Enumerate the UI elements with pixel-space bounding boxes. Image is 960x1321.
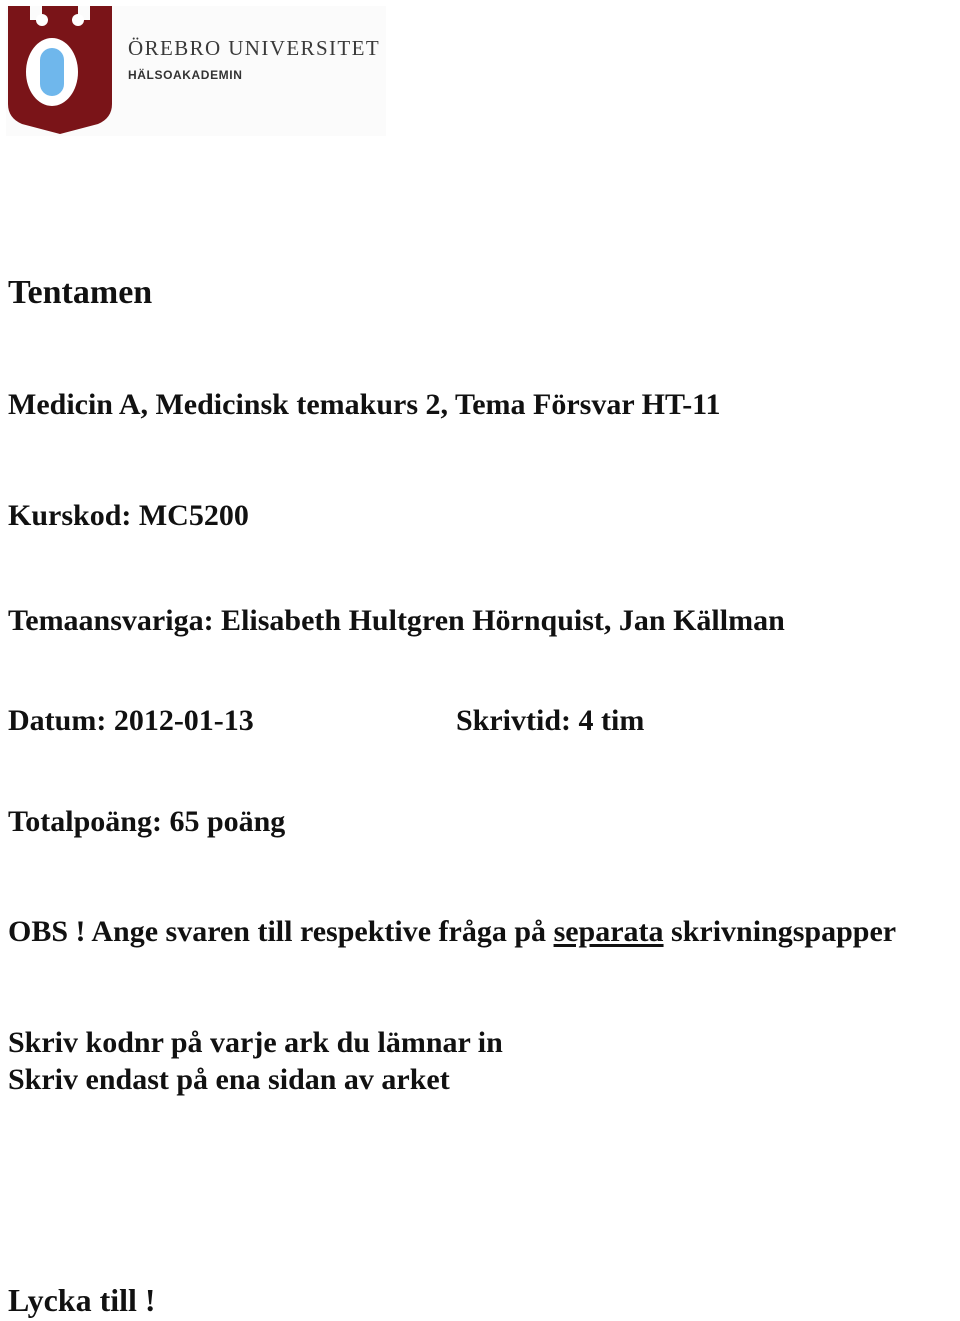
course-responsible: Temaansvariga: Elisabeth Hultgren Hörnquist, Jan Källman xyxy=(8,604,785,637)
exam-title: Tentamen xyxy=(8,274,153,311)
university-logo xyxy=(6,6,386,136)
obs-text-after: skrivningspapper xyxy=(663,915,897,948)
obs-underlined-word: separata xyxy=(553,915,664,948)
obs-instruction xyxy=(8,917,896,947)
shield-emblem-icon xyxy=(8,6,112,134)
exam-date: Datum: 2012-01-13 xyxy=(8,704,254,737)
rule-code-number: Skriv kodnr på varje ark du lämnar in xyxy=(8,1026,503,1059)
writing-time: Skrivtid: 4 tim xyxy=(456,704,645,737)
total-points: Totalpoäng: 65 poäng xyxy=(8,805,286,838)
obs-text-before: OBS ! Ange svaren till respektive fråga på xyxy=(8,915,554,948)
course-name: Medicin A, Medicinsk temakurs 2, Tema Försvar HT-11 xyxy=(8,388,721,421)
faculty-name: HÄLSOAKADEMIN xyxy=(128,68,243,82)
rule-one-side: Skriv endast på ena sidan av arket xyxy=(8,1063,450,1096)
course-code: Kurskod: MC5200 xyxy=(8,499,249,532)
university-name: ÖREBRO UNIVERSITET xyxy=(128,36,381,60)
good-luck-text: Lycka till ! xyxy=(8,1282,156,1318)
